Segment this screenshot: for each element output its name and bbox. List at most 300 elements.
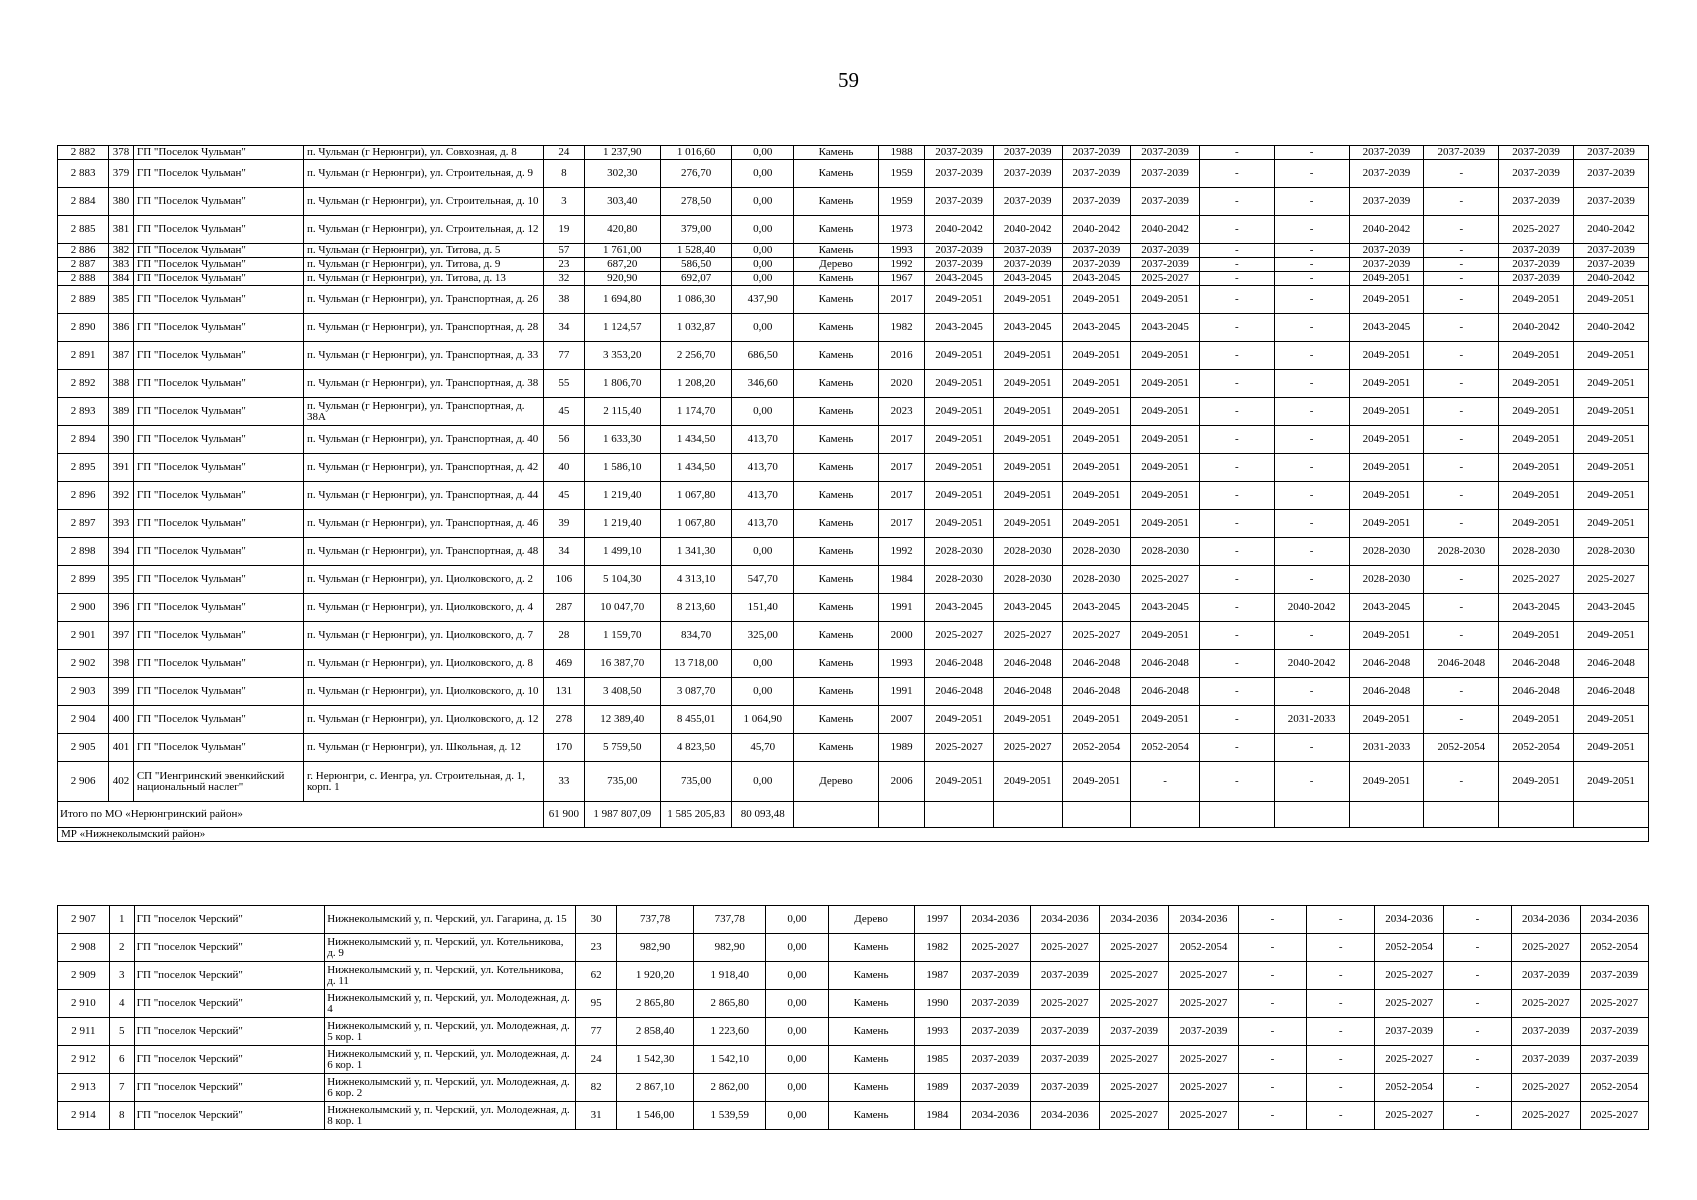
table-cell: 2017 — [879, 482, 925, 510]
table-cell: 2046-2048 — [925, 678, 994, 706]
table-cell: 2049-2051 — [993, 398, 1062, 426]
table-cell: 2000 — [879, 622, 925, 650]
table-cell: 2037-2039 — [1131, 258, 1200, 272]
table-cell: ГП "Поселок Чульман" — [133, 342, 303, 370]
table-cell: 2 902 — [58, 650, 109, 678]
table-cell: 2043-2045 — [1574, 594, 1649, 622]
table-row — [58, 706, 1649, 734]
table-cell: 2028-2030 — [1499, 538, 1574, 566]
table-cell: ГП "Поселок Чульман" — [133, 650, 303, 678]
table-cell: 1 208,20 — [660, 370, 732, 398]
table-cell: 2049-2051 — [1574, 454, 1649, 482]
table-cell: 2034-2036 — [1169, 906, 1238, 934]
table-cell: 2037-2039 — [1131, 244, 1200, 258]
table-cell: 2016 — [879, 342, 925, 370]
table-cell: - — [1199, 314, 1274, 342]
table-cell: 2049-2051 — [925, 286, 994, 314]
table-cell: 3 408,50 — [584, 678, 660, 706]
summary-cell: Итого по МО «Нерюнгринский район» — [58, 802, 544, 828]
table-cell: 2049-2051 — [1349, 482, 1424, 510]
table-cell: 2037-2039 — [1349, 258, 1424, 272]
table-row — [58, 734, 1649, 762]
table-cell: 982,90 — [617, 934, 694, 962]
table-row — [58, 216, 1649, 244]
table-cell: 2037-2039 — [1375, 1018, 1443, 1046]
table-cell: - — [1307, 906, 1375, 934]
table-cell: 2034-2036 — [961, 906, 1030, 934]
table-cell: - — [1238, 962, 1306, 990]
table-cell: Камень — [828, 934, 914, 962]
table-cell: 1993 — [879, 244, 925, 258]
table-cell: 2 888 — [58, 272, 109, 286]
table-cell: 2049-2051 — [1062, 370, 1131, 398]
table-cell: Нижнеколымский у, п. Черский, ул. Молодежная, д. 8 кор. 1 — [325, 1102, 576, 1130]
table-cell: 394 — [109, 538, 134, 566]
table-cell: 2049-2051 — [1499, 398, 1574, 426]
table-row — [58, 258, 1649, 272]
table-cell: Камень — [793, 426, 878, 454]
table-cell: п. Чульман (г Нерюнгри), ул. Циолковского, д. 10 — [304, 678, 544, 706]
table-cell: 106 — [543, 566, 584, 594]
table-row — [58, 650, 1649, 678]
table-cell: - — [1238, 1102, 1306, 1130]
table-cell: ГП "поселок Черский" — [134, 990, 325, 1018]
table-cell: ГП "Поселок Чульман" — [133, 370, 303, 398]
table-cell: 2049-2051 — [993, 342, 1062, 370]
table-cell: 2025-2027 — [1099, 1046, 1168, 1074]
table-cell: ГП "Поселок Чульман" — [133, 286, 303, 314]
table-cell: 2049-2051 — [1062, 286, 1131, 314]
table-cell: 1 064,90 — [732, 706, 794, 734]
region-header-row — [58, 828, 1649, 842]
table-cell: 2017 — [879, 454, 925, 482]
table-cell: ГП "Поселок Чульман" — [133, 622, 303, 650]
table-cell: Камень — [793, 454, 878, 482]
table-cell: ГП "поселок Черский" — [134, 1074, 325, 1102]
table-cell: ГП "поселок Черский" — [134, 962, 325, 990]
table-cell: 2 865,80 — [693, 990, 766, 1018]
table-cell: 2034-2036 — [1375, 906, 1443, 934]
table-cell: 2 897 — [58, 510, 109, 538]
table-cell: 2049-2051 — [1574, 342, 1649, 370]
table-cell: 2034-2036 — [1580, 906, 1648, 934]
table-cell: - — [1424, 426, 1499, 454]
table-cell: - — [1199, 622, 1274, 650]
table-cell: - — [1274, 272, 1349, 286]
table-cell: 2049-2051 — [925, 482, 994, 510]
summary-cell: 1 585 205,83 — [660, 802, 732, 828]
table-cell: 2049-2051 — [1062, 706, 1131, 734]
table-cell: 2049-2051 — [1574, 762, 1649, 802]
table-cell: 2 907 — [58, 906, 110, 934]
table-cell: Камень — [793, 370, 878, 398]
table-cell: 2040-2042 — [1349, 216, 1424, 244]
table-cell: 2 256,70 — [660, 342, 732, 370]
table-cell: - — [1274, 538, 1349, 566]
table-cell: 2049-2051 — [1062, 762, 1131, 802]
empty-cell — [793, 802, 878, 828]
table-cell: 420,80 — [584, 216, 660, 244]
table-cell: Нижнеколымский у, п. Черский, ул. Котельникова, д. 11 — [325, 962, 576, 990]
table-cell: 0,00 — [766, 906, 828, 934]
table-cell: 2049-2051 — [925, 370, 994, 398]
table-cell: 381 — [109, 216, 134, 244]
table-cell: 2046-2048 — [1424, 650, 1499, 678]
table-cell: 2049-2051 — [993, 426, 1062, 454]
table-cell: 1 434,50 — [660, 426, 732, 454]
table-cell: 77 — [543, 342, 584, 370]
table-cell: 395 — [109, 566, 134, 594]
table-cell: 2043-2045 — [1062, 314, 1131, 342]
table-cell: Камень — [793, 342, 878, 370]
table-row — [58, 622, 1649, 650]
table-cell: 0,00 — [732, 146, 794, 160]
table-cell: 8 — [109, 1102, 134, 1130]
table-cell: 1 159,70 — [584, 622, 660, 650]
table-cell: - — [1199, 244, 1274, 258]
region-header: МР «Нижнеколымский район» — [58, 828, 1649, 842]
table-cell: 920,90 — [584, 272, 660, 286]
table-cell: 2037-2039 — [1580, 1046, 1648, 1074]
table-cell: 2049-2051 — [993, 510, 1062, 538]
table-cell: 2025-2027 — [1169, 1046, 1238, 1074]
table-row — [58, 538, 1649, 566]
table-cell: 379 — [109, 160, 134, 188]
table-cell: ГП "поселок Черский" — [134, 1046, 325, 1074]
table-cell: 2037-2039 — [1349, 244, 1424, 258]
table-cell: - — [1424, 160, 1499, 188]
table-cell: 2046-2048 — [1574, 650, 1649, 678]
table-cell: - — [1424, 510, 1499, 538]
table-cell: 2049-2051 — [1499, 286, 1574, 314]
table-cell: 0,00 — [732, 398, 794, 426]
table-cell: 1991 — [879, 594, 925, 622]
table-cell: 2006 — [879, 762, 925, 802]
table-cell: ГП "Поселок Чульман" — [133, 188, 303, 216]
table-cell: 2052-2054 — [1375, 1074, 1443, 1102]
table-cell: 28 — [543, 622, 584, 650]
table-cell: 24 — [575, 1046, 616, 1074]
table-cell: - — [1307, 934, 1375, 962]
table-cell: - — [1307, 990, 1375, 1018]
table-row — [58, 594, 1649, 622]
table-cell: 2049-2051 — [993, 370, 1062, 398]
table-cell: 1959 — [879, 188, 925, 216]
table-cell: - — [1199, 272, 1274, 286]
table-cell: 276,70 — [660, 160, 732, 188]
table-cell: 2052-2054 — [1580, 1074, 1648, 1102]
table-cell: п. Чульман (г Нерюнгри), ул. Строительная, д. 12 — [304, 216, 544, 244]
table-cell: 2037-2039 — [1099, 1018, 1168, 1046]
table-cell: 1992 — [879, 538, 925, 566]
table-cell: 2 905 — [58, 734, 109, 762]
table-cell: 2049-2051 — [1349, 272, 1424, 286]
table-cell: 2049-2051 — [1062, 342, 1131, 370]
table-cell: Камень — [828, 962, 914, 990]
table-cell: 38 — [543, 286, 584, 314]
table-cell: 2037-2039 — [993, 146, 1062, 160]
table-cell: - — [1199, 216, 1274, 244]
table-cell: 1 223,60 — [693, 1018, 766, 1046]
table-cell: ГП "Поселок Чульман" — [133, 258, 303, 272]
table-cell: 2 892 — [58, 370, 109, 398]
table-cell: - — [1274, 314, 1349, 342]
table-cell: 2043-2045 — [1349, 594, 1424, 622]
empty-cell — [1199, 802, 1274, 828]
table-cell: 1990 — [914, 990, 961, 1018]
table-cell: 2049-2051 — [1574, 286, 1649, 314]
table-cell: 302,30 — [584, 160, 660, 188]
table-cell: ГП "Поселок Чульман" — [133, 398, 303, 426]
table-cell: - — [1199, 286, 1274, 314]
table-cell: Нижнеколымский у, п. Черский, ул. Гагарина, д. 15 — [325, 906, 576, 934]
table-cell: 2037-2039 — [1499, 244, 1574, 258]
table-row — [58, 188, 1649, 216]
table-cell: 2037-2039 — [1574, 258, 1649, 272]
table-cell: - — [1443, 962, 1511, 990]
table-cell: - — [1424, 622, 1499, 650]
table-cell: 287 — [543, 594, 584, 622]
table-cell: 1 633,30 — [584, 426, 660, 454]
table-cell: 2037-2039 — [1349, 188, 1424, 216]
table-cell: 1 067,80 — [660, 482, 732, 510]
table-cell: 401 — [109, 734, 134, 762]
table-cell: 2049-2051 — [1574, 622, 1649, 650]
table-cell: 1 219,40 — [584, 510, 660, 538]
table-cell: 1 920,20 — [617, 962, 694, 990]
table-cell: 2037-2039 — [1169, 1018, 1238, 1046]
table-cell: 2049-2051 — [925, 762, 994, 802]
table-cell: 1982 — [914, 934, 961, 962]
table-cell: 2040-2042 — [1062, 216, 1131, 244]
table-cell: 4 — [109, 990, 134, 1018]
table-cell: 2049-2051 — [1499, 342, 1574, 370]
table-cell: 2028-2030 — [1424, 538, 1499, 566]
table-cell: 2 891 — [58, 342, 109, 370]
table-cell: п. Чульман (г Нерюнгри), ул. Строительная, д. 9 — [304, 160, 544, 188]
table-cell: Камень — [793, 160, 878, 188]
table-cell: 2 889 — [58, 286, 109, 314]
table-cell: 0,00 — [732, 160, 794, 188]
table-cell: 2052-2054 — [1375, 934, 1443, 962]
table-cell: 2037-2039 — [1131, 160, 1200, 188]
table-cell: 2025-2027 — [1499, 216, 1574, 244]
table-cell: 2037-2039 — [1349, 160, 1424, 188]
table-cell: 5 — [109, 1018, 134, 1046]
table-cell: - — [1274, 566, 1349, 594]
table-cell: - — [1131, 762, 1200, 802]
table-row — [58, 1018, 1649, 1046]
table-cell: - — [1424, 566, 1499, 594]
table-row — [58, 934, 1649, 962]
table-cell: 2052-2054 — [1499, 734, 1574, 762]
table-cell: 2017 — [879, 510, 925, 538]
table-cell: Камень — [793, 594, 878, 622]
table-cell: 2037-2039 — [1062, 146, 1131, 160]
table-cell: 2 886 — [58, 244, 109, 258]
table-cell: 2025-2027 — [1169, 990, 1238, 1018]
table-cell: 2 885 — [58, 216, 109, 244]
table-cell: 2037-2039 — [1062, 258, 1131, 272]
table-cell: Камень — [793, 650, 878, 678]
table-cell: - — [1238, 1074, 1306, 1102]
table-cell: 2049-2051 — [993, 762, 1062, 802]
table-cell: п. Чульман (г Нерюнгри), ул. Титова, д. 5 — [304, 244, 544, 258]
table-cell: 2 903 — [58, 678, 109, 706]
table-cell: 2037-2039 — [1030, 1018, 1099, 1046]
table-cell: 0,00 — [732, 314, 794, 342]
table-cell: 1 016,60 — [660, 146, 732, 160]
table-cell: 2049-2051 — [1349, 342, 1424, 370]
table-cell: 2049-2051 — [1499, 426, 1574, 454]
table-cell: 2 906 — [58, 762, 109, 802]
table-cell: 278 — [543, 706, 584, 734]
table-cell: 1 546,00 — [617, 1102, 694, 1130]
table-cell: 2037-2039 — [1512, 1046, 1580, 1074]
table-cell: 0,00 — [766, 962, 828, 990]
table-cell: 45 — [543, 482, 584, 510]
table-cell: 34 — [543, 314, 584, 342]
table-cell: - — [1274, 160, 1349, 188]
table-cell: 23 — [543, 258, 584, 272]
table-cell: 2052-2054 — [1169, 934, 1238, 962]
table-row — [58, 342, 1649, 370]
table-cell: 2037-2039 — [961, 1074, 1030, 1102]
table-cell: 2028-2030 — [1062, 566, 1131, 594]
table-cell: - — [1238, 906, 1306, 934]
table-cell: 19 — [543, 216, 584, 244]
table-cell: 385 — [109, 286, 134, 314]
table-cell: 391 — [109, 454, 134, 482]
table-cell: - — [1274, 678, 1349, 706]
table-row — [58, 314, 1649, 342]
table-cell: 2049-2051 — [925, 454, 994, 482]
table-cell: 39 — [543, 510, 584, 538]
table-cell: 2007 — [879, 706, 925, 734]
table-cell: - — [1274, 244, 1349, 258]
table-cell: 2 910 — [58, 990, 110, 1018]
table-cell: Нижнеколымский у, п. Черский, ул. Молодежная, д. 4 — [325, 990, 576, 1018]
table-cell: - — [1199, 678, 1274, 706]
table-cell: - — [1424, 258, 1499, 272]
table-row — [58, 482, 1649, 510]
table-cell: Камень — [793, 286, 878, 314]
table-cell: Камень — [793, 398, 878, 426]
table-row — [58, 454, 1649, 482]
table-cell: 2037-2039 — [1574, 188, 1649, 216]
table-cell: - — [1238, 1046, 1306, 1074]
table-cell: г. Нерюнгри, с. Иенгра, ул. Строительная, д. 1, корп. 1 — [304, 762, 544, 802]
table-cell: п. Чульман (г Нерюнгри), ул. Циолковского, д. 2 — [304, 566, 544, 594]
table-cell: 2 894 — [58, 426, 109, 454]
table-cell: п. Чульман (г Нерюнгри), ул. Строительная, д. 10 — [304, 188, 544, 216]
table-row — [58, 244, 1649, 258]
table-cell: 2 882 — [58, 146, 109, 160]
table-cell: 2017 — [879, 426, 925, 454]
table-cell: 380 — [109, 188, 134, 216]
table-cell: Дерево — [828, 906, 914, 934]
table-cell: 2025-2027 — [1030, 990, 1099, 1018]
table-cell: 2049-2051 — [1131, 370, 1200, 398]
table-cell: 1997 — [914, 906, 961, 934]
table-cell: 2020 — [879, 370, 925, 398]
table-cell: Камень — [793, 146, 878, 160]
table-cell: 1988 — [879, 146, 925, 160]
table-cell: - — [1307, 962, 1375, 990]
table-cell: 2049-2051 — [1574, 370, 1649, 398]
table-cell: 2043-2045 — [993, 314, 1062, 342]
table-cell: п. Чульман (г Нерюнгри), ул. Циолковского, д. 12 — [304, 706, 544, 734]
table-cell: 2040-2042 — [1274, 594, 1349, 622]
table-cell: 2025-2027 — [1099, 1102, 1168, 1130]
table-cell: 2049-2051 — [1499, 510, 1574, 538]
table-cell: - — [1274, 762, 1349, 802]
table-cell: Камень — [793, 314, 878, 342]
table-cell: 2 896 — [58, 482, 109, 510]
table-cell: 1 434,50 — [660, 454, 732, 482]
summary-cell: 1 987 807,09 — [584, 802, 660, 828]
table-cell: 95 — [575, 990, 616, 1018]
summary-row — [58, 802, 1649, 828]
table-cell: 2037-2039 — [961, 990, 1030, 1018]
table-cell: 2049-2051 — [1499, 706, 1574, 734]
table-cell: 686,50 — [732, 342, 794, 370]
table-cell: 2049-2051 — [1499, 622, 1574, 650]
table-cell: 1993 — [914, 1018, 961, 1046]
table-cell: 2025-2027 — [1499, 566, 1574, 594]
table-cell: - — [1424, 244, 1499, 258]
table-cell: 5 104,30 — [584, 566, 660, 594]
table-cell: 378 — [109, 146, 134, 160]
table-cell: 170 — [543, 734, 584, 762]
table-row — [58, 962, 1649, 990]
table-cell: 2040-2042 — [1131, 216, 1200, 244]
table-cell: 2049-2051 — [993, 706, 1062, 734]
table-cell: Камень — [793, 622, 878, 650]
table-row — [58, 160, 1649, 188]
table-cell: 2 867,10 — [617, 1074, 694, 1102]
housing-table-neryungri — [57, 145, 1649, 842]
table-cell: 2028-2030 — [1349, 538, 1424, 566]
table-cell: 2025-2027 — [1131, 566, 1200, 594]
table-cell: 1 499,10 — [584, 538, 660, 566]
table-cell: п. Чульман (г Нерюнгри), ул. Транспортная, д. 40 — [304, 426, 544, 454]
table-cell: 2025-2027 — [925, 734, 994, 762]
table-cell: Камень — [793, 678, 878, 706]
table-cell: 34 — [543, 538, 584, 566]
table-cell: п. Чульман (г Нерюнгри), ул. Транспортная, д. 28 — [304, 314, 544, 342]
table-cell: 1991 — [879, 678, 925, 706]
table-cell: 1992 — [879, 258, 925, 272]
table-cell: 2017 — [879, 286, 925, 314]
table-cell: 2025-2027 — [993, 734, 1062, 762]
table-cell: 1 542,10 — [693, 1046, 766, 1074]
table-cell: 413,70 — [732, 426, 794, 454]
table-cell: 2043-2045 — [993, 594, 1062, 622]
empty-cell — [993, 802, 1062, 828]
table-cell: 1982 — [879, 314, 925, 342]
housing-table-nizhnekolymsk — [57, 905, 1649, 1130]
table-cell: 2049-2051 — [925, 426, 994, 454]
table-cell: 2037-2039 — [961, 1046, 1030, 1074]
table-cell: 2 858,40 — [617, 1018, 694, 1046]
table-cell: Камень — [828, 1102, 914, 1130]
table-cell: 2025-2027 — [1099, 990, 1168, 1018]
table-cell: 397 — [109, 622, 134, 650]
table-cell: 2043-2045 — [925, 272, 994, 286]
table-cell: 0,00 — [766, 1102, 828, 1130]
table-cell: п. Чульман (г Нерюнгри), ул. Титова, д. 13 — [304, 272, 544, 286]
